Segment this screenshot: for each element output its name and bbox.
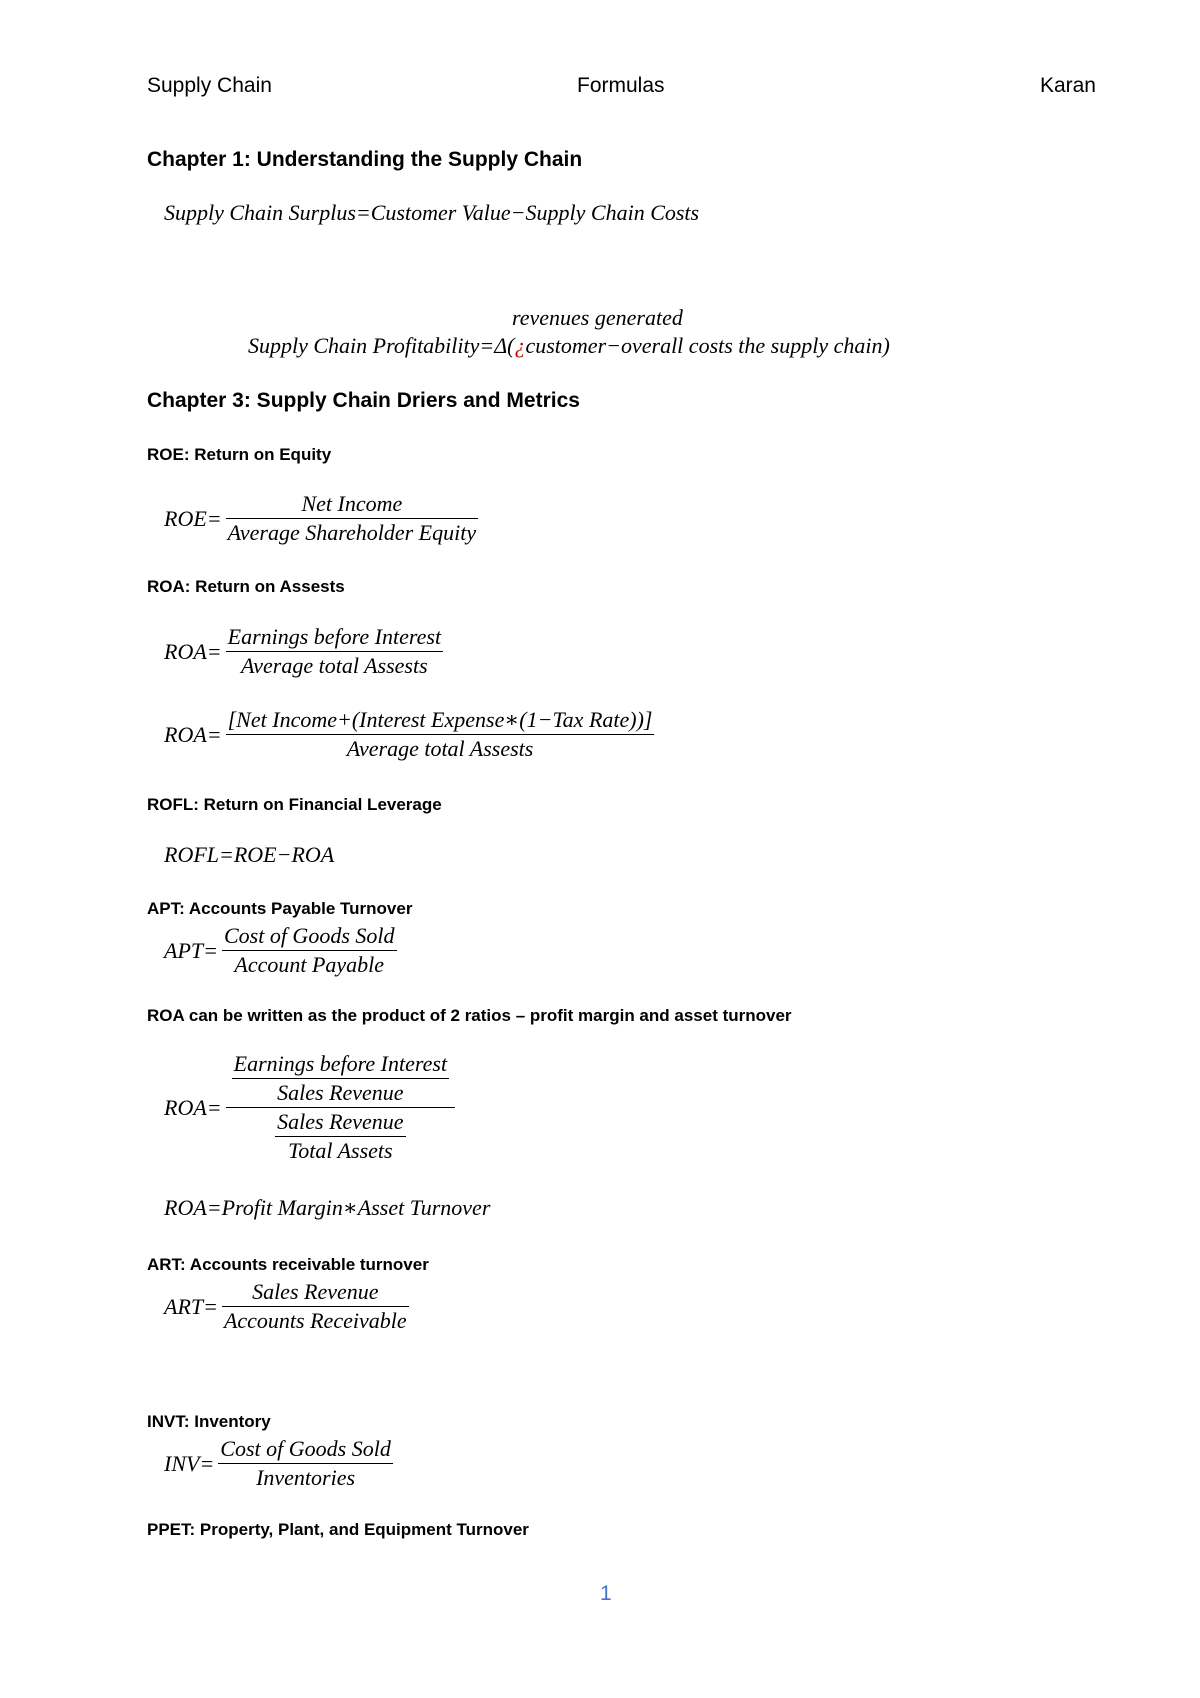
art-heading: ART: Accounts receivable turnover	[147, 1255, 429, 1274]
roa-product-formula	[164, 1050, 455, 1165]
header-center: Formulas	[577, 74, 665, 97]
chapter3-title: Chapter 3: Supply Chain Driers and Metrics	[147, 389, 580, 412]
apt-lhs: APT=	[164, 937, 218, 963]
roe-heading: ROE: Return on Equity	[147, 445, 332, 464]
roa2-lhs: ROA=	[164, 721, 222, 747]
roa1-numerator: Earnings before Interest	[227, 624, 442, 649]
art-formula	[164, 1278, 409, 1335]
inv-lhs: INV=	[164, 1450, 215, 1476]
inv-fraction	[218, 1435, 393, 1492]
roa-product-heading: ROA can be written as the product of 2 ratios – profit margin and asset turnover	[147, 1006, 792, 1025]
roa-product-bottom-fraction	[269, 1108, 411, 1165]
roe-lhs: ROE=	[164, 505, 222, 531]
ppet-heading: PPET: Property, Plant, and Equipment Turnover	[147, 1520, 529, 1539]
profitability-glyph: ¿	[514, 333, 526, 358]
apt-denominator: Account Payable	[234, 952, 385, 977]
profitability-lhs: Supply Chain Profitability=Δ(	[248, 333, 515, 358]
header-right: Karan	[1039, 74, 1096, 97]
roa-formula-2	[164, 706, 654, 763]
apt-numerator: Cost of Goods Sold	[223, 923, 395, 948]
roa-product-bottom-denominator: Total Assets	[288, 1138, 393, 1163]
roa1-denominator: Average total Assests	[241, 653, 428, 678]
inv-denominator: Inventories	[256, 1465, 356, 1490]
roe-fraction	[226, 490, 478, 547]
roa-product-top-numerator: Earnings before Interest	[233, 1051, 448, 1076]
supply-chain-profitability-formula	[248, 333, 890, 359]
rofl-heading: ROFL: Return on Financial Leverage	[147, 795, 442, 814]
art-numerator: Sales Revenue	[252, 1279, 379, 1304]
invt-heading: INVT: Inventory	[147, 1412, 271, 1431]
roa-product-bottom-numerator: Sales Revenue	[277, 1109, 404, 1134]
apt-fraction	[222, 922, 397, 979]
page-number: 1	[600, 1582, 612, 1605]
roa2-fraction	[226, 706, 655, 763]
inv-numerator: Cost of Goods Sold	[220, 1436, 391, 1461]
inv-formula	[164, 1435, 393, 1492]
apt-heading: APT: Accounts Payable Turnover	[147, 899, 413, 918]
roe-denominator: Average Shareholder Equity	[227, 520, 477, 545]
roa1-fraction	[226, 623, 443, 680]
roa-product-compound-fraction	[226, 1050, 455, 1165]
roa-product-top-denominator: Sales Revenue	[277, 1080, 404, 1105]
roe-numerator: Net Income	[301, 491, 403, 516]
roa-simplified-formula: ROA=Profit Margin∗Asset Turnover	[164, 1195, 491, 1220]
roa-heading: ROA: Return on Assests	[147, 577, 345, 596]
art-denominator: Accounts Receivable	[223, 1308, 407, 1333]
header-left: Supply Chain	[147, 74, 272, 97]
apt-formula	[164, 922, 397, 979]
roa2-denominator: Average total Assests	[346, 736, 534, 761]
profitability-over-text: revenues generated	[512, 305, 683, 330]
art-lhs: ART=	[164, 1293, 218, 1319]
profitability-rhs: customer−overall costs the supply chain)	[525, 333, 890, 358]
supply-chain-surplus-formula: Supply Chain Surplus=Customer Value−Supply Chain Costs	[164, 200, 700, 225]
roa-product-lhs: ROA=	[164, 1094, 222, 1120]
roa1-lhs: ROA=	[164, 638, 222, 664]
chapter1-title: Chapter 1: Understanding the Supply Chain	[147, 148, 583, 171]
roa-product-top-fraction	[226, 1050, 455, 1107]
rofl-formula: ROFL=ROE−ROA	[164, 842, 335, 867]
art-fraction	[222, 1278, 409, 1335]
roe-formula	[164, 490, 478, 547]
roa2-numerator: [Net Income+(Interest Expense∗(1−Tax Rate))]	[227, 707, 653, 732]
roa-formula-1	[164, 623, 443, 680]
